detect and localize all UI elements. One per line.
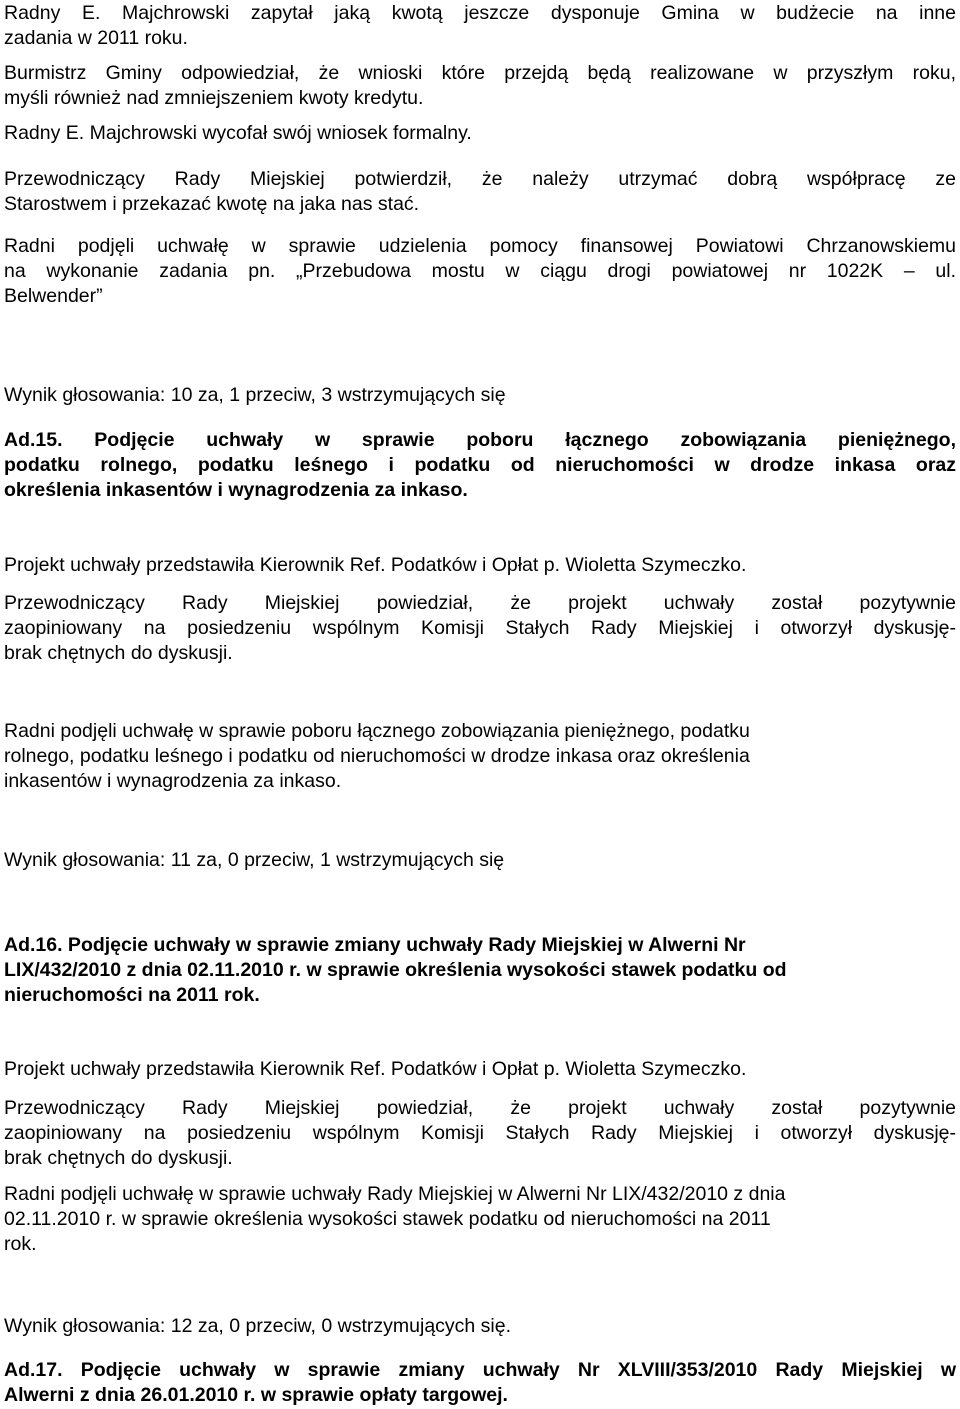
- text-line: określenia inkasentów i wynagrodzenia za inkaso.: [4, 479, 468, 501]
- paragraph-chairman-opinion-1: [4, 591, 956, 666]
- heading-ad15: [4, 428, 956, 503]
- heading-ad16: [4, 933, 956, 1008]
- text-line: Projekt uchwały przedstawiła Kierownik Ref. Podatków i Opłat p. Wioletta Szymeczko.: [4, 554, 747, 576]
- text-line: Ad.17. Podjęcie uchwały w sprawie zmiany uchwały Nr XLVIII/353/2010 Rady Miejskiej w: [4, 1359, 956, 1381]
- text-line: Belwender”: [4, 285, 103, 307]
- text-line: Radny E. Majchrowski wycofał swój wniosek formalny.: [4, 122, 472, 144]
- text-line: Przewodniczący Rady Miejskiej powiedział, że projekt uchwały został pozytywnie: [4, 592, 956, 614]
- paragraph-motion-withdrawn: [4, 121, 956, 146]
- text-line: Alwerni z dnia 26.01.2010 r. w sprawie opłaty targowej.: [4, 1384, 508, 1406]
- vote-result-2: [4, 848, 956, 873]
- text-line: Przewodniczący Rady Miejskiej potwierdził, że należy utrzymać dobrą współpracę ze: [4, 168, 956, 190]
- paragraph-project-presented-2: [4, 1057, 956, 1082]
- text-line: Burmistrz Gminy odpowiedział, że wnioski które przejdą będą realizowane w przyszłym roku,: [4, 62, 956, 84]
- text-line: Wynik głosowania: 12 za, 0 przeciw, 0 wstrzymujących się.: [4, 1315, 512, 1337]
- text-line: zaopiniowany na posiedzeniu wspólnym Komisji Stałych Rady Miejskiej i otworzył dyskusję-: [4, 617, 956, 639]
- text-line: inkasentów i wynagrodzenia za inkaso.: [4, 770, 342, 792]
- text-line: myśli również nad zmniejszeniem kwoty kredytu.: [4, 87, 424, 109]
- text-line: zaopiniowany na posiedzeniu wspólnym Komisji Stałych Rady Miejskiej i otworzył dyskusję-: [4, 1122, 956, 1144]
- paragraph-project-presented-1: [4, 553, 956, 578]
- vote-result-3: [4, 1314, 956, 1339]
- text-line: Wynik głosowania: 11 za, 0 przeciw, 1 wstrzymujących się: [4, 849, 505, 871]
- text-line: na wykonanie zadania pn. „Przebudowa mostu w ciągu drogi powiatowej nr 1022K – ul.: [4, 260, 956, 282]
- text-line: brak chętnych do dyskusji.: [4, 1147, 233, 1169]
- paragraph-chairman-cooperation: [4, 167, 956, 217]
- heading-ad17: [4, 1358, 956, 1408]
- text-line: Wynik głosowania: 10 za, 1 przeciw, 3 wstrzymujących się: [4, 384, 506, 406]
- text-line: Ad.16. Podjęcie uchwały w sprawie zmiany uchwały Rady Miejskiej w Alwerni Nr: [4, 934, 746, 956]
- text-line: podatku rolnego, podatku leśnego i podatku od nieruchomości w drodze inkasa oraz: [4, 454, 956, 476]
- text-line: Radni podjęli uchwałę w sprawie poboru łącznego zobowiązania pieniężnego, podatku: [4, 720, 750, 742]
- text-line: Ad.15. Podjęcie uchwały w sprawie poboru łącznego zobowiązania pieniężnego,: [4, 429, 956, 451]
- text-line: rolnego, podatku leśnego i podatku od nieruchomości w drodze inkasa oraz określenia: [4, 745, 750, 767]
- paragraph-chairman-opinion-2: [4, 1096, 956, 1171]
- text-line: Radni podjęli uchwałę w sprawie udzielenia pomocy finansowej Powiatowi Chrzanowskiemu: [4, 235, 956, 257]
- text-line: Przewodniczący Rady Miejskiej powiedział, że projekt uchwały został pozytywnie: [4, 1097, 956, 1119]
- paragraph-resolution-bridge: [4, 234, 956, 309]
- text-line: Starostwem i przekazać kwotę na jaka nas stać.: [4, 193, 420, 215]
- text-line: rok.: [4, 1233, 37, 1255]
- text-line: Radni podjęli uchwałę w sprawie uchwały Rady Miejskiej w Alwerni Nr LIX/432/2010 z dnia: [4, 1183, 786, 1205]
- paragraph-resolution-inkaso: [4, 719, 956, 794]
- text-line: nieruchomości na 2011 rok.: [4, 984, 260, 1006]
- vote-result-1: [4, 383, 956, 408]
- paragraph-majchrowski-question: [4, 1, 956, 51]
- paragraph-burmistrz-answer: [4, 61, 956, 111]
- text-line: 02.11.2010 r. w sprawie określenia wysokości stawek podatku od nieruchomości na 2011: [4, 1208, 771, 1230]
- paragraph-resolution-tax-rates: [4, 1182, 956, 1257]
- text-line: brak chętnych do dyskusji.: [4, 642, 233, 664]
- text-line: LIX/432/2010 z dnia 02.11.2010 r. w sprawie określenia wysokości stawek podatku od: [4, 959, 787, 981]
- text-line: zadania w 2011 roku.: [4, 27, 188, 49]
- text-line: Projekt uchwały przedstawiła Kierownik Ref. Podatków i Opłat p. Wioletta Szymeczko.: [4, 1058, 747, 1080]
- text-line: Radny E. Majchrowski zapytał jaką kwotą jeszcze dysponuje Gmina w budżecie na inne: [4, 2, 956, 24]
